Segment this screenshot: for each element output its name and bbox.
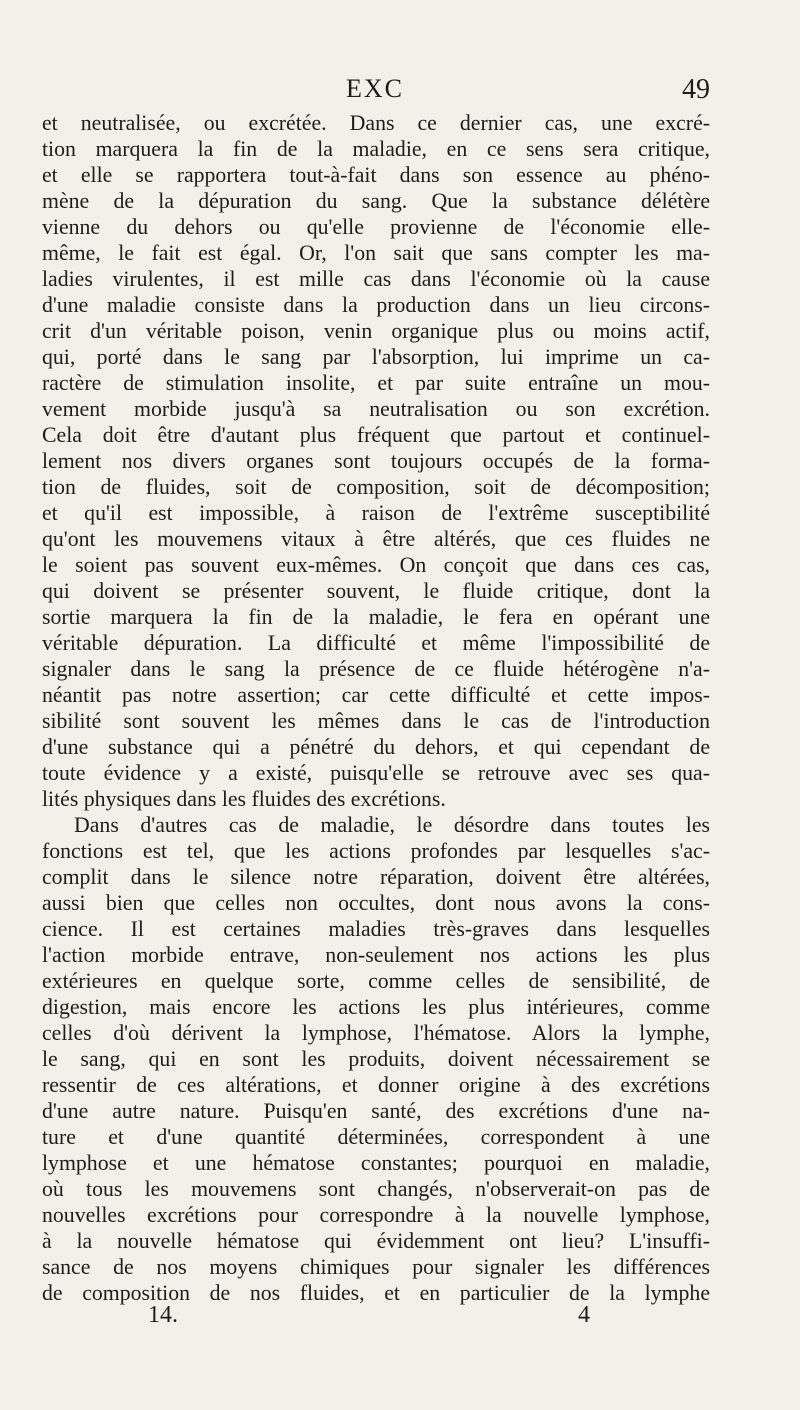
text-line: signaler dans le sang la présence de ce fluide hétérogène n'a- (42, 657, 710, 681)
text-line: l'action morbide entrave, non-seulement nos actions les plus (42, 943, 710, 967)
running-head: EXC (346, 74, 404, 103)
text-line: ladies virulentes, il est mille cas dans l'économie où la cause (42, 267, 710, 291)
page-header (40, 74, 710, 114)
text-line: lymphose et une hématose constantes; pourquoi en maladie, (42, 1151, 710, 1175)
text-line: aussi bien que celles non occultes, dont nous avons la cons- (42, 891, 710, 915)
text-line: fonctions est tel, que les actions profondes par lesquelles s'ac- (42, 839, 710, 863)
text-line: d'une autre nature. Puisqu'en santé, des excrétions d'une na- (42, 1099, 710, 1123)
text-line: toute évidence y a existé, puisqu'elle se retrouve avec ses qua- (42, 761, 710, 785)
page-number: 49 (682, 74, 710, 105)
text-line: cience. Il est certaines maladies très-graves dans lesquelles (42, 917, 710, 941)
text-line: ture et d'une quantité déterminées, correspondent à une (42, 1125, 710, 1149)
body-text (42, 110, 710, 1306)
text-line: vienne du dehors ou qu'elle provienne de l'économie elle- (42, 215, 710, 239)
text-line: celles d'où dérivent la lymphose, l'hématose. Alors la lymphe, (42, 1021, 710, 1045)
text-line: à la nouvelle hématose qui évidemment ont lieu? L'insuffi- (42, 1229, 710, 1253)
text-line: d'une substance qui a pénétré du dehors, et qui cependant de (42, 735, 710, 759)
text-line: lités physiques dans les fluides des excrétions. (42, 787, 446, 811)
text-line: le sang, qui en sont les produits, doivent nécessairement se (42, 1047, 710, 1071)
text-line: et elle se rapportera tout-à-fait dans son essence au phéno- (42, 163, 710, 187)
text-line: ractère de stimulation insolite, et par suite entraîne un mou- (42, 371, 710, 395)
text-line: vement morbide jusqu'à sa neutralisation ou son excrétion. (42, 397, 710, 421)
signature-mark: 14. (148, 1302, 178, 1328)
text-line: tion de fluides, soit de composition, soit de décomposition; (42, 475, 710, 499)
text-line: le soient pas souvent eux-mêmes. On conçoit que dans ces cas, (42, 553, 710, 577)
text-line: Cela doit être d'autant plus fréquent que partout et continuel- (42, 423, 710, 447)
text-line: ressentir de ces altérations, et donner origine à des excrétions (42, 1073, 710, 1097)
page-footer (40, 1302, 710, 1342)
text-line: néantit pas notre assertion; car cette difficulté et cette impos- (42, 683, 710, 707)
text-line: où tous les mouvemens sont changés, n'observerait-on pas de (42, 1177, 710, 1201)
text-line: nouvelles excrétions pour correspondre à la nouvelle lymphose, (42, 1203, 710, 1227)
text-line: sance de nos moyens chimiques pour signaler les différences (42, 1255, 710, 1279)
text-line: tion marquera la fin de la maladie, en ce sens sera critique, (42, 137, 710, 161)
text-line: de composition de nos fluides, et en particulier de la lymphe (42, 1281, 710, 1305)
text-line: extérieures en quelque sorte, comme celles de sensibilité, de (42, 969, 710, 993)
text-line: qu'ont les mouvemens vitaux à être altérés, que ces fluides ne (42, 527, 710, 551)
gathering-mark: 4 (578, 1302, 590, 1328)
text-line: digestion, mais encore les actions les plus intérieures, comme (42, 995, 710, 1019)
text-line: qui, porté dans le sang par l'absorption, lui imprime un ca- (42, 345, 710, 369)
text-line: complit dans le silence notre réparation, doivent être altérées, (42, 865, 710, 889)
text-line: sortie marquera la fin de la maladie, le fera en opérant une (42, 605, 710, 629)
text-line: lement nos divers organes sont toujours occupés de la forma- (42, 449, 710, 473)
text-line: sibilité sont souvent les mêmes dans le cas de l'introduction (42, 709, 710, 733)
text-line: crit d'un véritable poison, venin organique plus ou moins actif, (42, 319, 710, 343)
text-line: qui doivent se présenter souvent, le fluide critique, dont la (42, 579, 710, 603)
text-line: et qu'il est impossible, à raison de l'extrême susceptibilité (42, 501, 710, 525)
text-line: d'une maladie consiste dans la production dans un lieu circons- (42, 293, 710, 317)
text-line: véritable dépuration. La difficulté et même l'impossibilité de (42, 631, 710, 655)
text-line: mène de la dépuration du sang. Que la substance délétère (42, 189, 710, 213)
text-line: même, le fait est égal. Or, l'on sait que sans compter les ma- (42, 241, 710, 265)
text-line: Dans d'autres cas de maladie, le désordre dans toutes les (74, 813, 710, 837)
text-line: et neutralisée, ou excrétée. Dans ce dernier cas, une excré- (42, 111, 710, 135)
